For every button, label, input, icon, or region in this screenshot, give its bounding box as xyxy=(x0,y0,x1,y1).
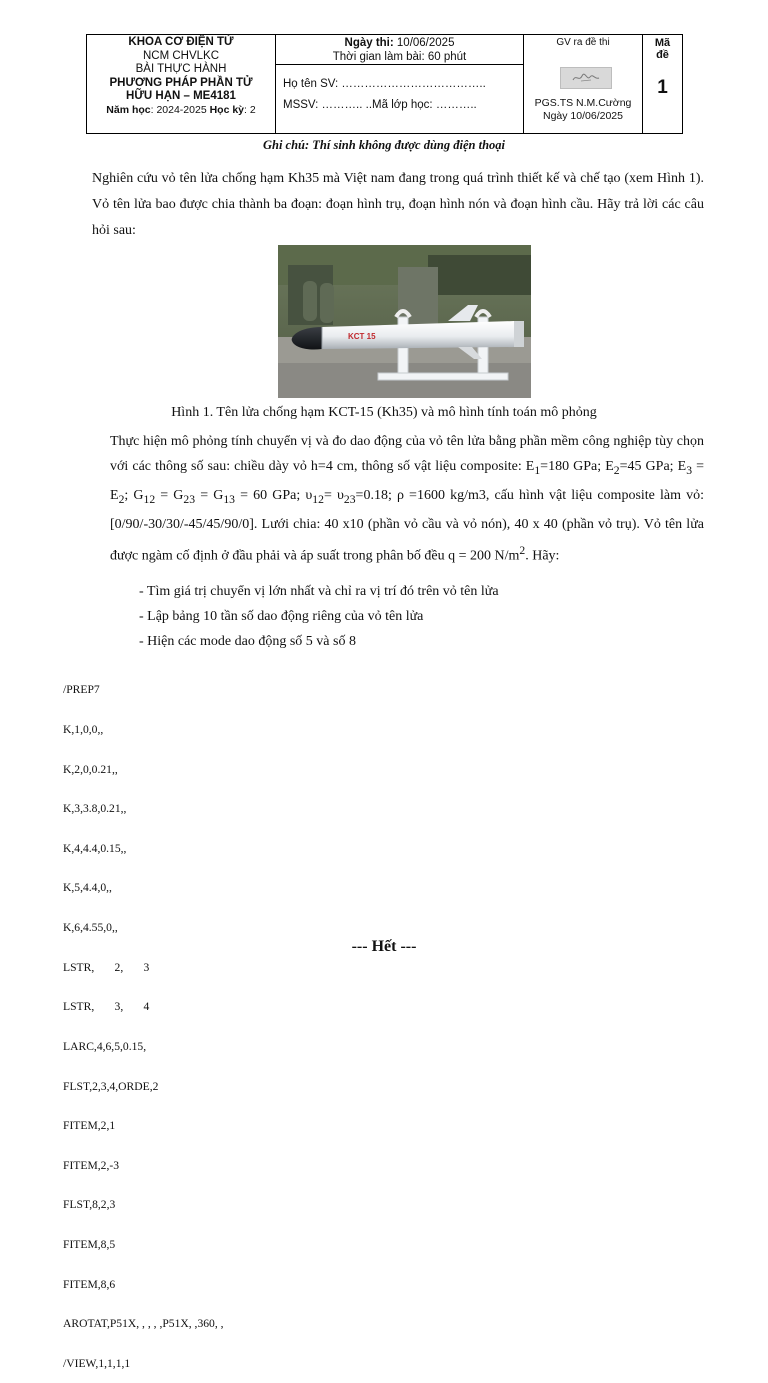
code-line: /PREP7 xyxy=(63,683,100,697)
school-year-line xyxy=(87,104,275,118)
task-text-6: = G xyxy=(155,488,184,504)
exam-duration: Thời gian làm bài: 60 phút xyxy=(332,51,467,63)
sub-g12: 12 xyxy=(143,493,156,507)
code-line: FITEM,8,5 xyxy=(63,1237,116,1251)
author-label: GV ra đề thi xyxy=(556,37,610,48)
department-name: KHOA CƠ ĐIỆN TỬ xyxy=(128,36,234,48)
exam-header xyxy=(86,34,683,134)
year-label: Năm học xyxy=(106,103,151,116)
task-text-1: Thực hiện mô phỏng tính chuyển vị và đo dao động của vỏ tên lửa bằng phần mềm công nghiệp tùy chọn với các thông số sau: chiều dày vỏ h=4 cm, thông số vật liệu composite: E xyxy=(110,434,704,475)
sub-e2b: 2 xyxy=(118,493,125,507)
student-id-field: MSSV: ……….. ..Mã lớp học: ……….. xyxy=(283,99,477,111)
phone-note: Ghi chú: Thí sinh không được dùng điện thoại xyxy=(262,138,506,152)
sub-g23: 23 xyxy=(183,493,196,507)
figure-caption: Hình 1. Tên lửa chống hạm KCT-15 (Kh35) và mô hình tính toán mô phỏng xyxy=(171,405,597,420)
exam-code-label-1: Mã xyxy=(654,37,671,49)
end-marker: --- Hết --- xyxy=(351,938,417,955)
task-text-2: =180 GPa; E xyxy=(540,459,614,475)
code-line: K,4,4.4,0.15,, xyxy=(63,841,127,855)
task-text-9b: = υ xyxy=(323,488,344,504)
author-cell xyxy=(524,35,643,133)
task-item: - Hiện các mode dao động số 5 và số 8 xyxy=(139,634,356,649)
course-name-line2: HỮU HẠN – ME4181 xyxy=(126,90,236,103)
code-line: LARC,4,6,5,0.15, xyxy=(63,1039,147,1053)
exam-code-label-2: đề xyxy=(656,49,669,61)
task-list xyxy=(139,579,499,654)
code-line: LSTR, 2, 3 xyxy=(63,960,150,974)
signature-image xyxy=(560,67,612,89)
code-line: K,5,4.4,0,, xyxy=(63,881,112,895)
sub-e3: 3 xyxy=(686,464,693,478)
sub-e2: 2 xyxy=(613,464,620,478)
task-item: - Tìm giá trị chuyển vị lớn nhất và chỉ ra vị trí đó trên vỏ tên lửa xyxy=(139,584,499,599)
intro-paragraph: Nghiên cứu vỏ tên lửa chống hạm Kh35 mà Việt nam đang trong quá trình thiết kế và chế tạo (xem Hình 1). Vỏ tên lửa bao được chia thành ba đoạn: đoạn hình trụ, đoạn hình nón và đoạn hình cầu. Hãy trả lời các câu hỏi sau: xyxy=(92,171,704,238)
code-line: AROTAT,P51X, , , , ,P51X, ,360, , xyxy=(63,1317,224,1331)
code-line: FITEM,2,1 xyxy=(63,1119,116,1133)
sup-m2: 2 xyxy=(519,543,526,557)
task-text-9: =0.18; ρ =1600 kg/m3, cấu hình vật liệu composite làm vỏ: [0/90/-30/30/-45/45/90/0]. Lưới chia: 40 x10 (phần vỏ cầu và vỏ nón), 40 x 40 (phần vỏ trụ). Vỏ tên lửa được ngàm cố định ở đầu phải và áp suất trong phân bố đều q = 200 N/m xyxy=(110,488,705,564)
missile-photo xyxy=(278,245,531,398)
task-item: - Lập bảng 10 tần số dao động riêng của vỏ tên lửa xyxy=(139,609,424,624)
task-text-5: ; G xyxy=(124,488,144,504)
sub-nu12: 12 xyxy=(312,493,324,507)
term-label: Học kỳ xyxy=(209,103,245,116)
code-line: K,2,0,0.21,, xyxy=(63,762,118,776)
task-text-7: = G xyxy=(195,488,224,504)
student-name-field: Họ tên SV: ……………………………….. xyxy=(283,78,486,90)
group-name: NCM CHVLKC xyxy=(142,49,220,62)
exam-time-box xyxy=(276,35,523,65)
exam-code-value: 1 xyxy=(657,77,668,98)
author-date: Ngày 10/06/2025 xyxy=(543,110,623,122)
task-paragraph xyxy=(110,429,704,569)
exam-date xyxy=(276,36,523,50)
code-line: FITEM,2,-3 xyxy=(63,1158,120,1172)
code-line: FLST,8,2,3 xyxy=(63,1198,116,1212)
author-name: PGS.TS N.M.Cường xyxy=(534,97,632,109)
task-text-8: = 60 GPa; υ xyxy=(234,488,313,504)
sub-nu23: 23 xyxy=(343,493,356,507)
author-info xyxy=(524,97,642,123)
task-text-3: =45 GPa; E xyxy=(619,459,687,475)
task-text-10: . Hãy: xyxy=(525,548,560,564)
sub-e1: 1 xyxy=(534,464,541,478)
code-line: LSTR, 3, 4 xyxy=(63,1000,150,1014)
year-value: : 2024-2025 xyxy=(150,103,207,116)
apdl-code-block xyxy=(63,657,224,1383)
exam-info-cell xyxy=(276,35,524,133)
code-line: FITEM,8,6 xyxy=(63,1277,116,1291)
missile-illustration xyxy=(278,245,531,398)
course-name-line1: PHƯƠNG PHÁP PHẦN TỬ xyxy=(109,76,253,89)
exam-date-label: Ngày thi: xyxy=(344,37,397,49)
lab-title: BÀI THỰC HÀNH xyxy=(135,63,227,76)
code-line: K,3,3.8,0.21,, xyxy=(63,802,127,816)
sub-g13: 13 xyxy=(223,493,235,507)
exam-date-value: 10/06/2025 xyxy=(396,37,455,49)
term-value: : 2 xyxy=(244,103,256,116)
code-line: K,6,4.55,0,, xyxy=(63,921,118,935)
signature-scribble xyxy=(561,68,611,88)
code-line: FLST,2,3,4,ORDE,2 xyxy=(63,1079,159,1093)
task-text-4: = E xyxy=(110,459,704,504)
code-line: /VIEW,1,1,1,1 xyxy=(63,1356,131,1370)
exam-code-label xyxy=(643,35,682,61)
exam-code-cell xyxy=(643,35,682,133)
missile-label: KCT 15 xyxy=(348,332,376,341)
code-line: K,1,0,0,, xyxy=(63,723,104,737)
department-cell xyxy=(87,35,276,133)
